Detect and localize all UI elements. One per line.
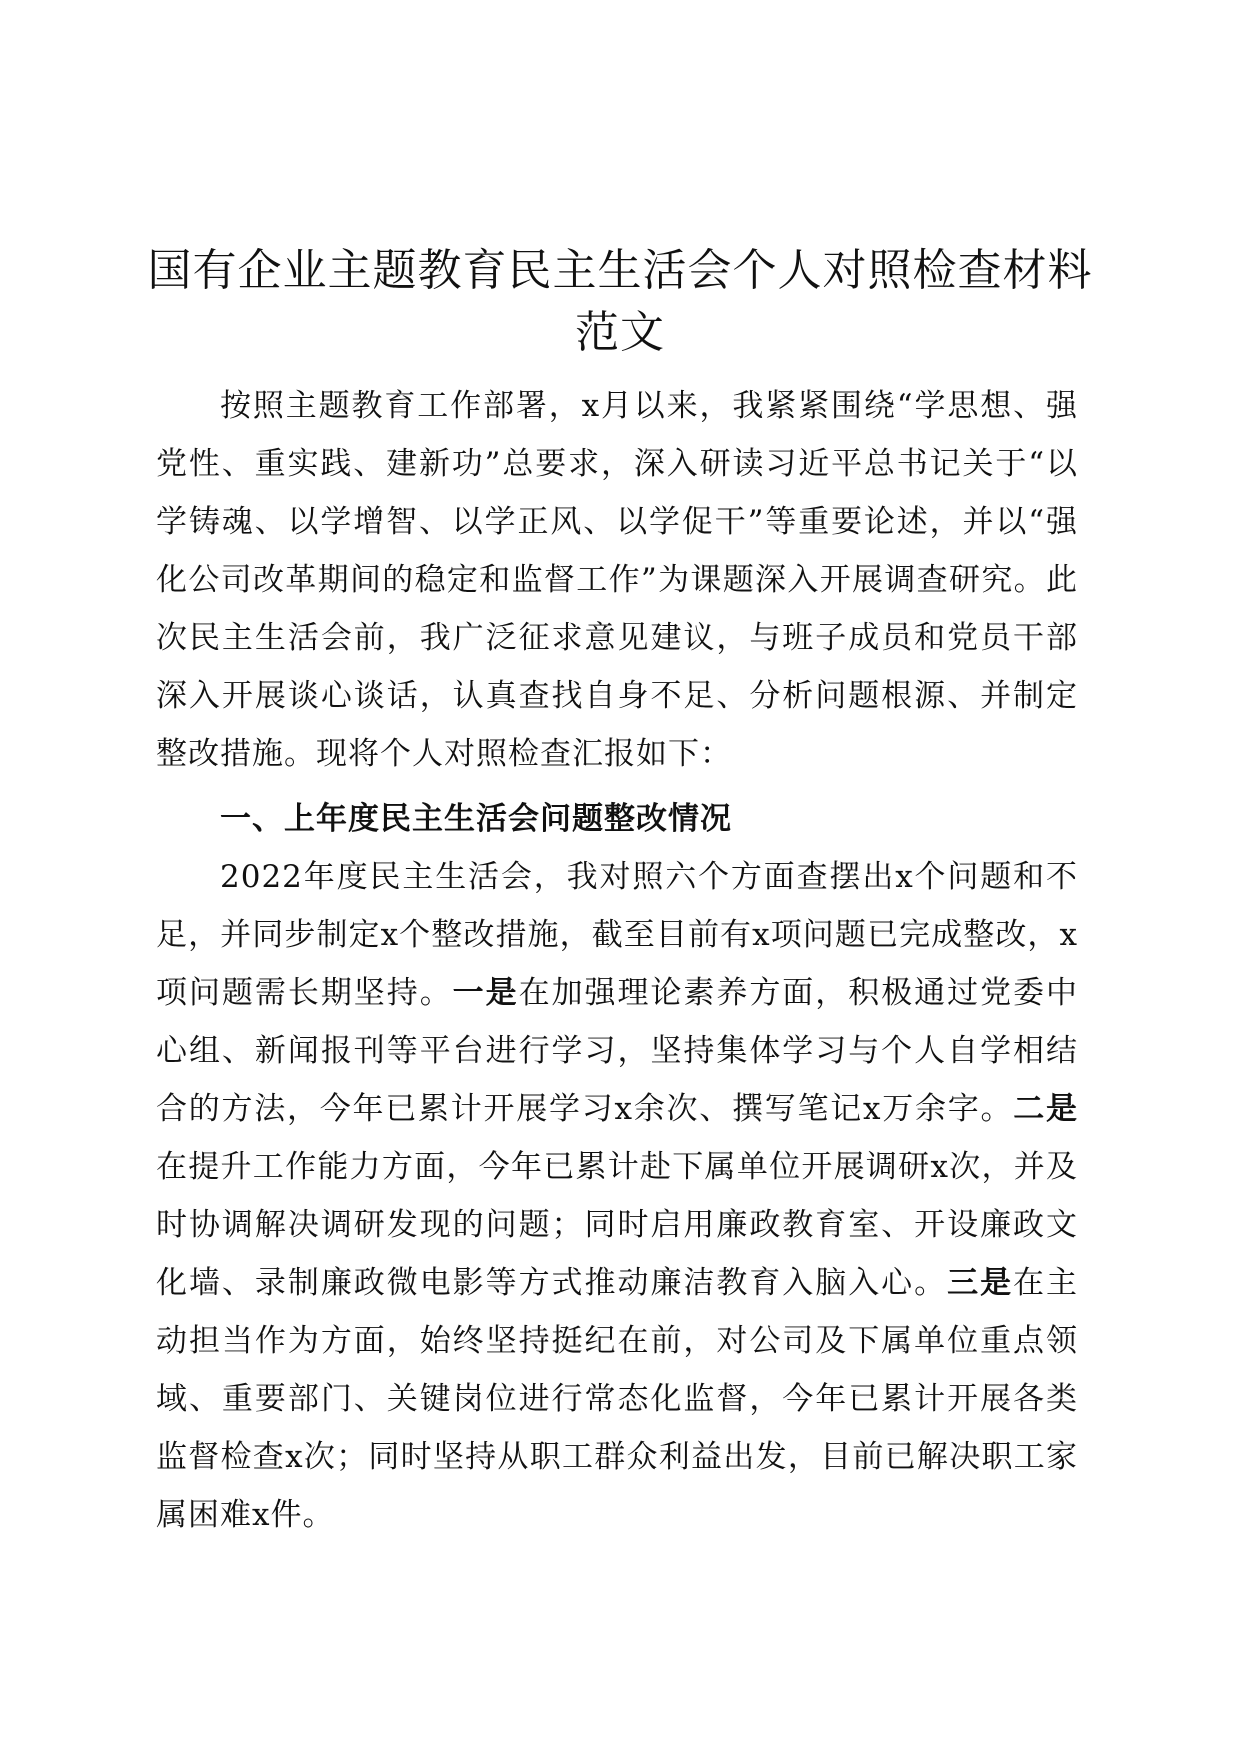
document-title: 国有企业主题教育民主生活会个人对照检查材料范文 — [147, 245, 1093, 358]
section-one-text-2: 在加强理论素养方面，积极通过党委中心组、新闻报刊等平台进行学习，坚持集体学习与个人自学相结合的方法，今年已累计开展学习x余次、撰写笔记x万余字。 — [156, 975, 1079, 1127]
section-heading: 一、上年度民主生活会问题整改情况 — [220, 801, 732, 837]
intro-section — [156, 377, 1078, 783]
keyword-second: 二是 — [1013, 1091, 1079, 1127]
section-one — [156, 848, 1078, 1544]
keyword-first: 一是 — [452, 975, 519, 1011]
section-one-paragraph — [156, 848, 1078, 1544]
keyword-third: 三是 — [947, 1265, 1014, 1301]
section-one-text-4: 在主动担当作为方面，始终坚持挺纪在前，对公司及下属单位重点领域、重要部门、关键岗位进行常态化监督，今年已累计开展各类监督检查x次；同时坚持从职工群众利益出发，目前已解决职工家属困难x件。 — [156, 1265, 1079, 1533]
section-one-text-3: 在提升工作能力方面，今年已累计赴下属单位开展调研x次，并及时协调解决调研发现的问题；同时启用廉政教育室、开设廉政文化墙、录制廉政微电影等方式推动廉洁教育入脑入心。 — [156, 1149, 1078, 1301]
section-one-text-1: 2022年度民主生活会，我对照六个方面查摆出x个问题和不足，并同步制定x个整改措施，截至目前有x项问题已完成整改，x项问题需长期坚持。 — [156, 859, 1078, 1011]
intro-paragraph: 按照主题教育工作部署，x月以来，我紧紧围绕“学思想、强党性、重实践、建新功”总要求，深入研读习近平总书记关于“以学铸魂、以学增智、以学正风、以学促干”等重要论述，并以“强化公司改革期间的稳定和监督工作”为课题深入开展调查研究。此次民主生活会前，我广泛征求意见建议，与班子成员和党员干部深入开展谈心谈话，认真查找自身不足、分析问题根源、并制定整改措施。现将个人对照检查汇报如下： — [156, 388, 1078, 772]
